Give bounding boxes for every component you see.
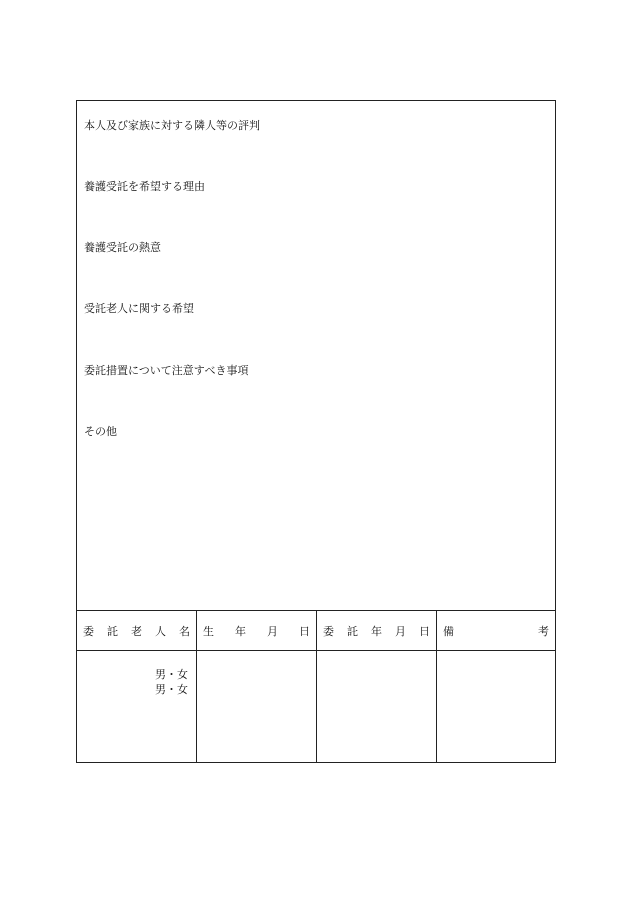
section-reason-for-fostering: 養護受託を希望する理由: [84, 180, 205, 193]
notes-area: [77, 101, 555, 610]
column-divider: [316, 611, 317, 763]
placement-table: [77, 610, 555, 763]
section-elder-preferences: 受託老人に関する希望: [84, 302, 194, 315]
section-neighbor-reputation: 本人及び家族に対する隣人等の評判: [84, 119, 260, 132]
header-remarks: 備 考: [443, 624, 549, 638]
column-divider: [436, 611, 437, 763]
header-elder-name: 委 託 老 人 名: [83, 624, 190, 638]
gender-option: 男・女: [155, 668, 188, 681]
section-placement-notes: 委託措置について注意すべき事項: [84, 364, 249, 377]
gender-option: 男・女: [155, 683, 188, 696]
column-divider: [196, 611, 197, 763]
section-enthusiasm: 養護受託の熱意: [84, 241, 161, 254]
header-birth-date: 生 年 月 日: [203, 624, 310, 638]
header-entrust-date: 委 託 年 月 日: [323, 624, 430, 638]
foster-care-form: [76, 100, 556, 763]
section-other: その他: [84, 425, 117, 438]
